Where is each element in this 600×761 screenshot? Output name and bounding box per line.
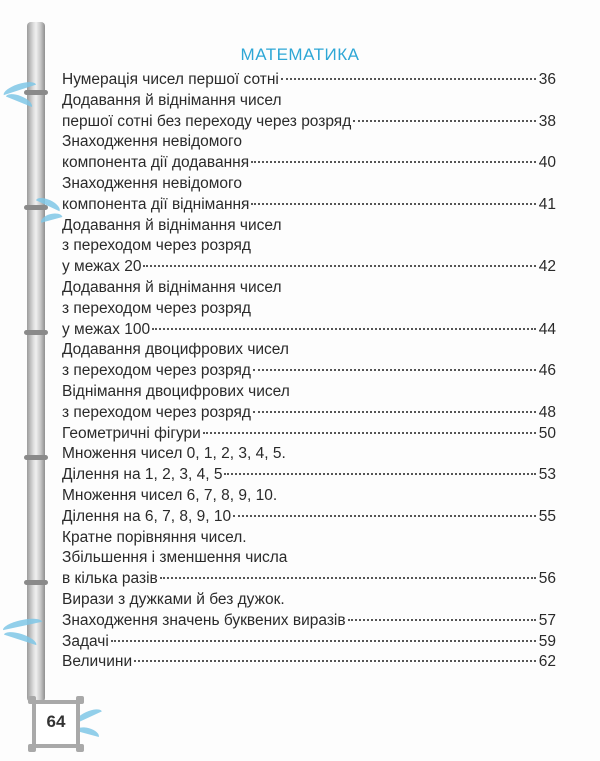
toc-entry-text: компонента дії віднімання bbox=[62, 195, 250, 213]
toc-page-number: 46 bbox=[538, 362, 556, 380]
toc-entry-text: з переходом через розряд bbox=[62, 362, 251, 380]
toc-entry-text: з переходом через розряд bbox=[62, 403, 251, 421]
toc-page-number: 55 bbox=[538, 507, 556, 525]
toc-entry[interactable] bbox=[62, 91, 556, 133]
toc-entry[interactable] bbox=[62, 340, 556, 382]
dot-leader bbox=[348, 619, 536, 621]
toc-entry[interactable] bbox=[62, 382, 556, 424]
toc-page-number: 38 bbox=[538, 112, 556, 130]
bamboo-node bbox=[24, 90, 48, 95]
toc-entry[interactable] bbox=[62, 70, 556, 91]
toc-entry-text: Множення чисел 0, 1, 2, 3, 4, 5. bbox=[62, 445, 286, 463]
bamboo-stalk-decoration bbox=[27, 22, 45, 702]
toc-entry-text: Задачі bbox=[62, 632, 109, 650]
toc-entry-text: Вирази з дужками й без дужок. bbox=[62, 590, 285, 608]
toc-entry[interactable] bbox=[62, 424, 556, 445]
dot-leader bbox=[134, 660, 536, 662]
table-of-contents bbox=[62, 70, 556, 673]
toc-page-number: 50 bbox=[538, 424, 556, 442]
toc-entry-text: Множення чисел 6, 7, 8, 9, 10. bbox=[62, 486, 278, 504]
toc-page-number: 62 bbox=[538, 653, 556, 671]
dot-leader bbox=[253, 369, 536, 371]
bamboo-node bbox=[24, 205, 48, 210]
toc-entry-text: Знаходження значень буквених виразів bbox=[62, 611, 346, 629]
page-number-frame bbox=[32, 700, 80, 748]
toc-entry-text: Збільшення і зменшення числа bbox=[62, 549, 288, 567]
toc-entry-text: з переходом через розряд bbox=[62, 237, 251, 255]
toc-page-number: 48 bbox=[538, 403, 556, 421]
toc-entry-text: Нумерація чисел першої сотні bbox=[62, 71, 279, 88]
toc-entry-text: Ділення на 1, 2, 3, 4, 5 bbox=[62, 466, 223, 484]
toc-page-number: 41 bbox=[538, 195, 556, 213]
toc-entry-text: Знаходження невідомого bbox=[62, 133, 242, 151]
toc-entry[interactable] bbox=[62, 548, 556, 590]
dot-leader bbox=[233, 515, 536, 517]
dot-leader bbox=[253, 411, 536, 413]
toc-entry-text: в кілька разів bbox=[62, 570, 158, 588]
toc-entry[interactable] bbox=[62, 132, 556, 174]
page-number: 64 bbox=[46, 712, 66, 731]
toc-entry[interactable] bbox=[62, 652, 556, 673]
toc-page-number: 40 bbox=[538, 154, 556, 172]
toc-entry-text: Додавання й віднімання чисел bbox=[62, 216, 282, 234]
toc-entry-text: Знаходження невідомого bbox=[62, 174, 242, 192]
toc-entry-text: Величини bbox=[62, 653, 133, 671]
toc-page-number: 36 bbox=[538, 71, 556, 88]
dot-leader bbox=[353, 120, 536, 122]
dot-leader bbox=[251, 203, 536, 205]
toc-entry[interactable] bbox=[62, 632, 556, 653]
toc-entry-text: Ділення на 6, 7, 8, 9, 10 bbox=[62, 507, 232, 525]
toc-entry[interactable] bbox=[62, 465, 556, 486]
dot-leader bbox=[281, 78, 536, 80]
toc-entry[interactable] bbox=[62, 174, 556, 216]
toc-page-number: 44 bbox=[538, 320, 556, 338]
toc-page-number: 42 bbox=[538, 258, 556, 276]
bamboo-node bbox=[24, 330, 48, 335]
toc-entry[interactable] bbox=[62, 444, 556, 465]
toc-entry[interactable] bbox=[62, 278, 556, 340]
dot-leader bbox=[203, 432, 536, 434]
toc-entry-text: першої сотні без переходу через розряд bbox=[62, 112, 352, 130]
toc-entry-text: у межах 20 bbox=[62, 258, 142, 276]
toc-page-number: 59 bbox=[538, 632, 556, 650]
toc-entry[interactable] bbox=[62, 486, 556, 507]
toc-page-number: 57 bbox=[538, 611, 556, 629]
dot-leader bbox=[224, 473, 536, 475]
toc-entry-text: Кратне порівняння чисел. bbox=[62, 528, 247, 546]
toc-page-number: 53 bbox=[538, 466, 556, 484]
toc-page-number: 56 bbox=[538, 570, 556, 588]
toc-entry-text: з переходом через розряд bbox=[62, 299, 251, 317]
bamboo-node bbox=[24, 455, 48, 460]
toc-entry[interactable] bbox=[62, 528, 556, 549]
dot-leader bbox=[152, 328, 536, 330]
toc-entry-text: Додавання й віднімання чисел bbox=[62, 278, 282, 296]
toc-entry-text: компонента дії додавання bbox=[62, 154, 250, 172]
dot-leader bbox=[160, 577, 536, 579]
dot-leader bbox=[111, 640, 536, 642]
toc-entry[interactable] bbox=[62, 611, 556, 632]
toc-entry[interactable] bbox=[62, 507, 556, 528]
toc-entry-text: у межах 100 bbox=[62, 320, 151, 338]
toc-entry-text: Додавання двоцифрових чисел bbox=[62, 341, 289, 359]
bamboo-node bbox=[24, 580, 48, 585]
dot-leader bbox=[251, 161, 536, 163]
toc-entry[interactable] bbox=[62, 590, 556, 611]
toc-entry-text: Геометричні фігури bbox=[62, 424, 201, 442]
toc-entry-text: Віднімання двоцифрових чисел bbox=[62, 382, 290, 400]
dot-leader bbox=[143, 265, 536, 267]
toc-entry-text: Додавання й віднімання чисел bbox=[62, 91, 282, 109]
section-title: МАТЕМАТИКА bbox=[240, 45, 360, 64]
toc-entry[interactable] bbox=[62, 216, 556, 278]
